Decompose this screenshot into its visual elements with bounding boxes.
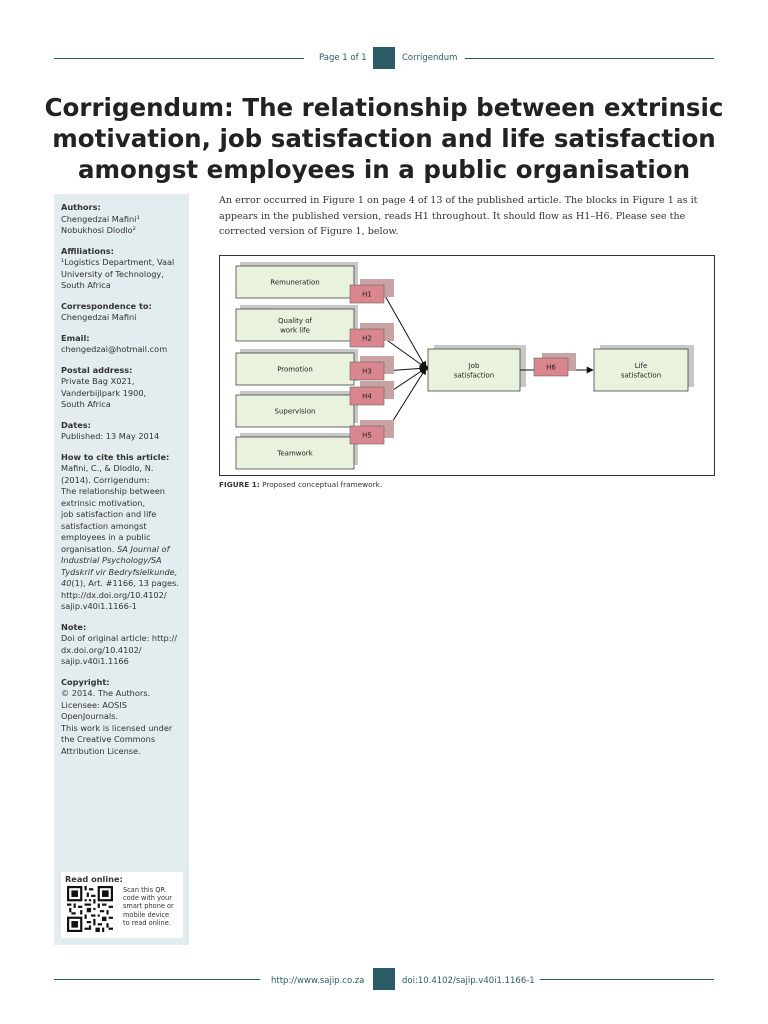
hypothesis-label: H1 bbox=[362, 290, 372, 299]
qr-note-line: smart phone or bbox=[123, 902, 174, 911]
construct-label: Quality of bbox=[278, 316, 312, 325]
authors-section bbox=[61, 202, 189, 237]
qr-note-line: code with your bbox=[123, 894, 172, 903]
postal-heading: Postal address: bbox=[61, 364, 133, 375]
title-line: motivation, job satisfaction and life satisfaction bbox=[52, 124, 716, 153]
citation-line: Mafini, C., & Dlodlo, N. bbox=[61, 463, 154, 473]
copyright-line: This work is licensed under bbox=[61, 722, 173, 733]
intro-line: An error occurred in Figure 1 on page 4 of 13 of the published article. The blocks in Figure 1 as it bbox=[219, 195, 698, 206]
affiliations-section bbox=[61, 246, 189, 292]
qr-code-icon[interactable] bbox=[67, 886, 113, 932]
footer-rule-right bbox=[540, 979, 714, 980]
hypothesis-label: H3 bbox=[362, 367, 372, 376]
note-heading: Note: bbox=[61, 621, 87, 632]
footer-rule-left bbox=[54, 979, 260, 980]
copyright-line: Licensee: AOSIS bbox=[61, 699, 127, 710]
published-date: Published: 13 May 2014 bbox=[61, 431, 160, 441]
citation-heading: How to cite this article: bbox=[61, 451, 170, 462]
conceptual-framework-diagram bbox=[220, 256, 714, 475]
postal-line: Private Bag X021, bbox=[61, 376, 135, 386]
copyright-line: © 2014. The Authors. bbox=[61, 688, 151, 698]
construct-box bbox=[236, 309, 354, 341]
copyright-section bbox=[61, 677, 189, 758]
volume: 40 bbox=[61, 578, 72, 588]
job-satisfaction-label: satisfaction bbox=[453, 371, 495, 380]
postal-line: South Africa bbox=[61, 399, 111, 409]
hypothesis-label: H4 bbox=[362, 392, 372, 401]
qr-note-line: to read online. bbox=[123, 918, 171, 927]
postal-line: Vanderbijlpark 1900, bbox=[61, 387, 147, 398]
citation-text: (1), Art. #1166, 13 pages. bbox=[71, 578, 179, 588]
construct-label: Teamwork bbox=[277, 449, 313, 458]
affiliations-heading: Affiliations: bbox=[61, 245, 114, 256]
read-online-heading: Read online: bbox=[65, 874, 123, 884]
correspondence-section bbox=[61, 301, 189, 324]
citation-line: satisfaction amongst bbox=[61, 520, 147, 531]
qr-note-line: mobile device bbox=[123, 910, 170, 919]
page-indicator: Page 1 of 1 bbox=[319, 53, 367, 63]
citation-line bbox=[61, 578, 189, 590]
intro-line: appears in the published version, reads H1 throughout. It should flow as H1–H6. Please see the bbox=[219, 210, 686, 222]
note-line: Doi of original article: http:// bbox=[61, 633, 178, 643]
header-square bbox=[373, 47, 395, 69]
section-label: Corrigendum bbox=[402, 53, 458, 63]
qr-instructions bbox=[123, 886, 174, 927]
qr-note-line: Scan this QR bbox=[123, 886, 166, 894]
citation-line: The relationship between bbox=[61, 486, 165, 496]
email-address[interactable]: chengedzai@hotmail.com bbox=[61, 344, 168, 354]
hypothesis-label: H2 bbox=[362, 334, 372, 343]
dates-heading: Dates: bbox=[61, 419, 91, 430]
life-satisfaction-box bbox=[594, 349, 688, 391]
citation-link[interactable]: sajip.v40i1.1166-1 bbox=[61, 601, 137, 611]
article-info-sidebar bbox=[54, 194, 189, 945]
affiliation-line: University of Technology, bbox=[61, 268, 164, 279]
citation-link[interactable]: http://dx.doi.org/10.4102/ bbox=[61, 589, 167, 600]
page-title bbox=[40, 92, 728, 185]
citation-text: organisation. bbox=[61, 543, 115, 554]
construct-label: Supervision bbox=[274, 407, 316, 416]
citation-line: job satisfaction and life bbox=[61, 509, 157, 519]
construct-label: work life bbox=[280, 326, 310, 335]
citation-section bbox=[61, 452, 189, 613]
citation-line: employees in a public bbox=[61, 532, 151, 542]
job-satisfaction-box bbox=[428, 349, 520, 391]
copyright-heading: Copyright: bbox=[61, 676, 110, 687]
note-section bbox=[61, 622, 189, 668]
author-name: Chengedzai Mafini¹ bbox=[61, 213, 140, 224]
correspondence-name: Chengedzai Mafini bbox=[61, 312, 137, 322]
intro-line: corrected version of Figure 1, below. bbox=[219, 226, 399, 237]
title-line: Corrigendum: The relationship between extrinsic bbox=[44, 93, 724, 122]
construct-label: Remuneration bbox=[270, 278, 320, 287]
header-rule-right bbox=[465, 58, 714, 59]
email-heading: Email: bbox=[61, 332, 90, 343]
footer-square bbox=[373, 968, 395, 990]
construct-label: Promotion bbox=[277, 365, 313, 374]
hypothesis-label: H6 bbox=[546, 363, 556, 372]
email-section bbox=[61, 333, 189, 356]
job-satisfaction-label: Job bbox=[468, 361, 480, 370]
header-rule-left bbox=[54, 58, 304, 59]
figure-caption bbox=[219, 480, 382, 489]
note-link[interactable]: sajip.v40i1.1166 bbox=[61, 656, 129, 666]
journal-name: SA Journal of bbox=[117, 543, 170, 554]
caption-label: FIGURE 1: bbox=[219, 480, 260, 489]
citation-line bbox=[61, 544, 189, 556]
journal-name: Tydskrif vir Bedryfsielkunde, bbox=[61, 566, 178, 577]
copyright-line: OpenJournals. bbox=[61, 711, 119, 721]
note-link[interactable]: dx.doi.org/10.4102/ bbox=[61, 644, 142, 655]
life-satisfaction-label: Life bbox=[634, 361, 648, 370]
author-name: Nobukhosi Dlodlo² bbox=[61, 225, 136, 235]
citation-line: (2014). Corrigendum: bbox=[61, 474, 150, 485]
authors-heading: Authors: bbox=[61, 202, 101, 212]
dates-section bbox=[61, 420, 189, 443]
affiliation-line: South Africa bbox=[61, 280, 111, 290]
hypothesis-label: H5 bbox=[362, 431, 372, 440]
postal-section bbox=[61, 365, 189, 411]
read-online-box bbox=[61, 872, 183, 938]
journal-name: Industrial Psychology/SA bbox=[61, 555, 162, 565]
correspondence-heading: Correspondence to: bbox=[61, 300, 152, 311]
caption-text: Proposed conceptual framework. bbox=[259, 480, 383, 489]
life-satisfaction-label: satisfaction bbox=[620, 371, 662, 380]
copyright-line: Attribution License. bbox=[61, 745, 141, 756]
title-line: amongst employees in a public organisation bbox=[77, 155, 691, 184]
affiliation-line: ¹Logistics Department, Vaal bbox=[61, 257, 175, 267]
copyright-line: the Creative Commons bbox=[61, 734, 156, 744]
article-doi[interactable]: doi:10.4102/sajip.v40i1.1166-1 bbox=[402, 976, 535, 986]
journal-url[interactable]: http://www.sajip.co.za bbox=[271, 976, 365, 986]
figure-frame bbox=[219, 255, 715, 476]
intro-paragraph bbox=[219, 193, 715, 240]
citation-line: extrinsic motivation, bbox=[61, 497, 146, 508]
